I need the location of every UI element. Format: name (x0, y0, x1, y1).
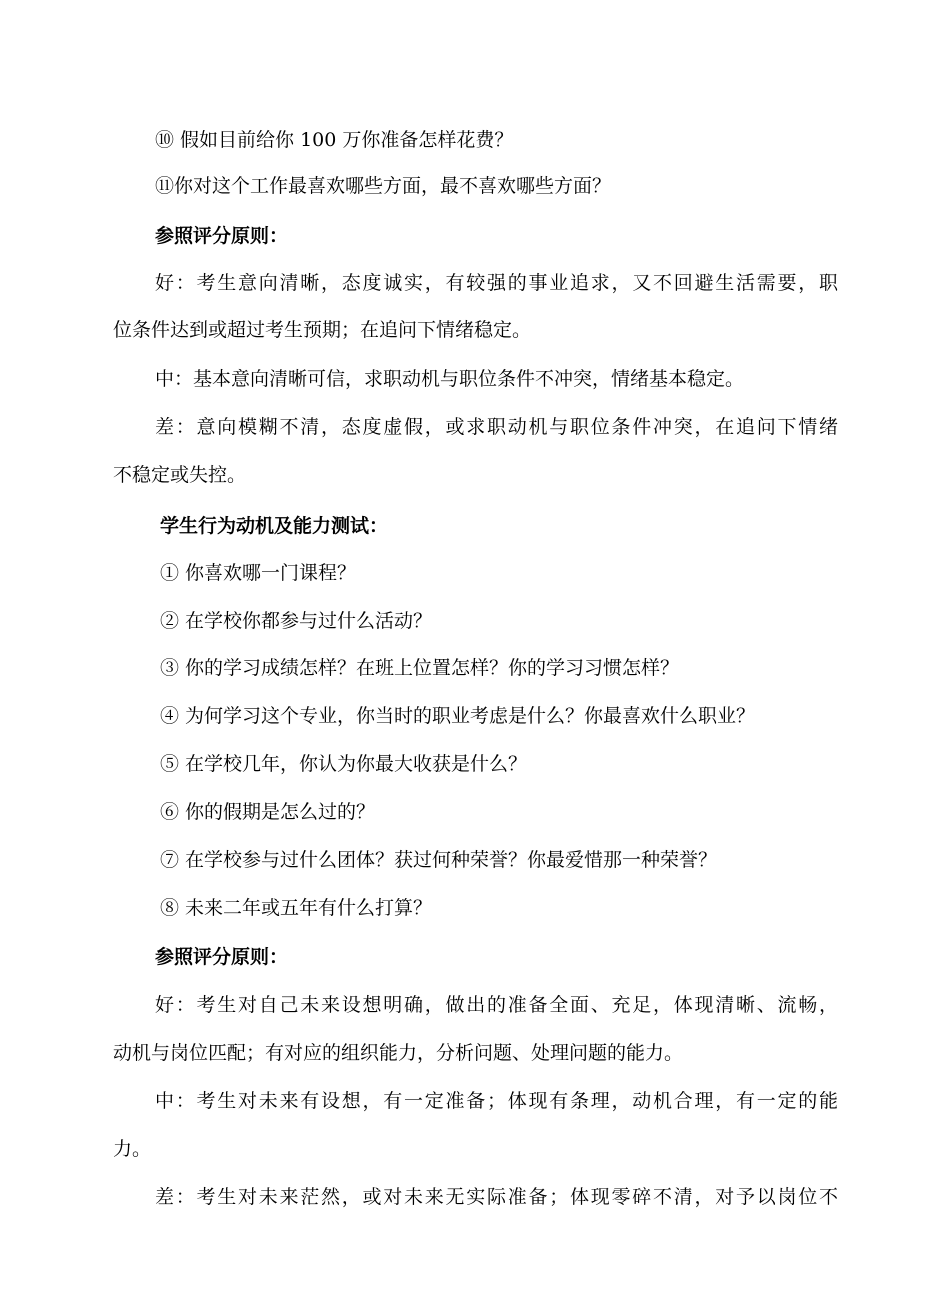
question-4: ④ 为何学习这个专业，你当时的职业考虑是什么？你最喜欢什么职业？ (160, 705, 756, 727)
question-2: ② 在学校你都参与过什么活动？ (160, 610, 433, 632)
scoring-a-good-line2: 位条件达到或超过考生预期；在追问下情绪稳定。 (113, 319, 532, 341)
scoring-a-medium: 中：基本意向清晰可信，求职动机与职位条件不冲突，情绪基本稳定。 (155, 368, 745, 390)
question-1: ① 你喜欢哪一门课程？ (160, 562, 357, 584)
scoring-b-medium-line2: 力。 (113, 1138, 152, 1160)
section-heading: 学生行为动机及能力测试： (160, 515, 389, 537)
scoring-b-good-line1: 好：考生对自己未来设想明确，做出的准备全面、充足，体现清晰、流畅， (155, 994, 838, 1016)
question-3: ③ 你的学习成绩怎样？在班上位置怎样？你的学习习惯怎样？ (160, 657, 680, 679)
scoring-heading-a: 参照评分原则： (155, 225, 289, 247)
question-8: ⑧ 未来二年或五年有什么打算？ (160, 897, 433, 919)
scoring-b-poor-line1: 差：考生对未来茫然，或对未来无实际准备；体现零碎不清，对予以岗位不 (155, 1186, 838, 1208)
question-7: ⑦ 在学校参与过什么团体？获过何种荣誉？你最爱惜那一种荣誉？ (160, 849, 718, 871)
scoring-a-good-line1: 好：考生意向清晰，态度诚实，有较强的事业追求，又不回避生活需要，职 (155, 272, 838, 294)
question-5: ⑤ 在学校几年，你认为你最大收获是什么？ (160, 753, 528, 775)
scoring-b-good-line2: 动机与岗位匹配；有对应的组织能力，分析问题、处理问题的能力。 (113, 1042, 684, 1064)
scoring-b-medium-line1: 中：考生对未来有设想，有一定准备；体现有条理，动机合理，有一定的能 (155, 1090, 838, 1112)
scoring-a-poor-line1: 差：意向模糊不清，态度虚假，或求职动机与职位条件冲突，在追问下情绪 (155, 416, 838, 438)
question-6: ⑥ 你的假期是怎么过的？ (160, 801, 376, 823)
question-10: ⑩ 假如目前给你 100 万你准备怎样花费？ (155, 129, 514, 151)
question-11: ⑪你对这个工作最喜欢哪些方面，最不喜欢哪些方面？ (155, 175, 612, 197)
scoring-a-poor-line2: 不稳定或失控。 (113, 464, 247, 486)
scoring-heading-b: 参照评分原则： (155, 946, 289, 968)
